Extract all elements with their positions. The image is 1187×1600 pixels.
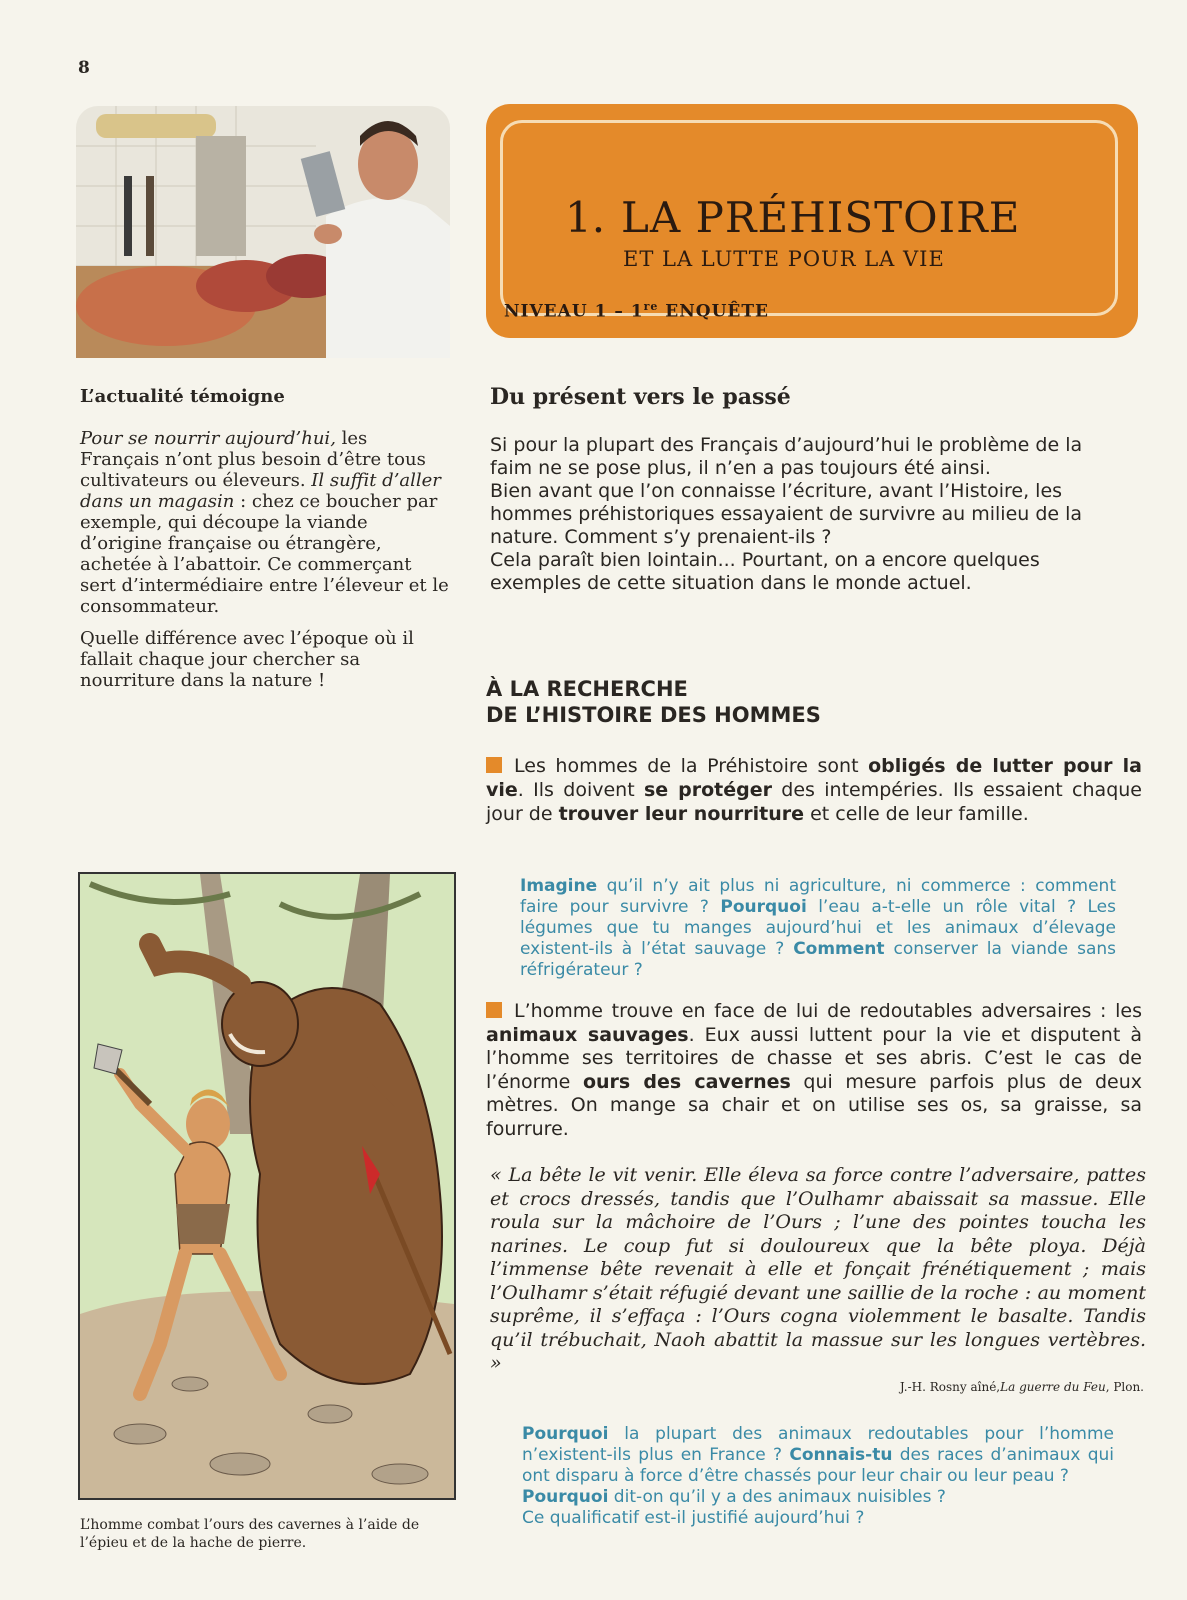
left-column-text: Pour se nourrir aujourd’hui, les Français n’ont plus besoin d’être tous cultivateurs ou éleveurs. Il suffit d’aller dans un magasin : chez ce boucher par exemple, qui découpe la viande d’origine française ou étrangère, achetée à l’abattoir. Ce commerçant sert d’intermédiaire entre l’éleveur et le consommateur. <box>80 428 449 617</box>
section-text-present: Si pour la plupart des Français d’aujourd’hui le problème de la faim ne se pose plus, il n’en a pas toujours été ainsi. Bien avant que l’on connaisse l’écriture, avant l’Histoire, les hommes préhistoriques essayaient de survivre au milieu de la nature. Comment s’y prenaient-ils ? Cela paraît bien lointain... Pourtant, on a encore quelques exemples de cette situation dans le monde actuel. <box>490 434 1083 594</box>
page-number: 8 <box>78 58 90 78</box>
question-block-1: Imagine qu’il n’y ait plus ni agriculture, ni commerce : comment faire pour survivre ? Pourquoi l’eau a-t-elle un rôle vital ? Les légumes que tu manges aujourd’hui et les animaux d’élevage existent-ils à l’état sauvage ? Comment conserver la viande sans réfrigérateur ? <box>520 876 1116 980</box>
illustration-caption: L’homme combat l’ours des cavernes à l’aide de l’épieu et de la hache de pierre. <box>80 1517 420 1551</box>
left-column-heading: L’actualité témoigne <box>80 386 285 407</box>
left-column-question: Quelle différence avec l’époque où il fallait chaque jour chercher sa nourriture dans la nature ! <box>80 628 414 691</box>
level-label: NIVEAU 1 – 1re ENQUÊTE <box>504 300 769 322</box>
chapter-title: LA PRÉHISTOIRE <box>621 193 1021 242</box>
butcher-photo <box>76 106 450 358</box>
chapter-title-box <box>486 104 1138 338</box>
orange-bullet-icon <box>486 757 502 773</box>
title-frame <box>500 120 1118 316</box>
section-title-research: À LA RECHERCHE DE L’HISTOIRE DES HOMMES <box>486 677 821 727</box>
quote-guerre-du-feu: « La bête le vit venir. Elle éleva sa force contre l’adversaire, pattes et crocs dressés, tandis que l’Oulhamr abaissait sa massue. Elle roula sur la mâchoire de l’Ours ; l’une des pointes toucha les narines. Le coup fut si douloureux que la bête ploya. Déjà l’immense bête revenait à elle et fonçait frénétiquement ; mais l’Oulhamr s’était réfugié devant une saillie de la roche : au moment suprême, il s’effaça : l’Ours cogna violemment le basalte. Tandis qu’il trébuchait, Naoh abattit la massue sur les longues vertèbres. » <box>490 1164 1146 1374</box>
question-block-2: Pourquoi la plupart des animaux redoutables pour l’homme n’existent-ils plus en France ? Connais-tu des races d’animaux qui ont disparu à force d’être chassés pour leur chair ou leur peau ? Pourquoi dit-on qu’il y a des animaux nuisibles ? Ce qualificatif est-il justifié aujourd’hui ? <box>522 1424 1114 1528</box>
cave-bear-illustration <box>78 872 456 1500</box>
chapter-number: 1. <box>565 193 606 242</box>
section-title-present: Du présent vers le passé <box>490 384 791 410</box>
orange-bullet-icon <box>486 1002 502 1018</box>
paragraph-animals: L’homme trouve en face de lui de redoutables adversaires : les animaux sauvages. Eux aussi luttent pour la vie et disputent à l’homme ses territoires de chasse et ses abris. C’est le cas de l’énorme ours des cavernes qui mesure parfois plus de deux mètres. On mange sa chair et on utilise ses os, sa graisse, sa fourrure. <box>486 1000 1143 1140</box>
quote-credit: J.-H. Rosny aîné,La guerre du Feu, Plon. <box>899 1380 1144 1394</box>
paragraph-struggle: Les hommes de la Préhistoire sont obligés de lutter pour la vie. Ils doivent se protéger des intempéries. Ils essaient chaque jour de trouver leur nourriture et celle de leur famille. <box>486 755 1143 825</box>
chapter-subtitle: ET LA LUTTE POUR LA VIE <box>623 247 945 271</box>
